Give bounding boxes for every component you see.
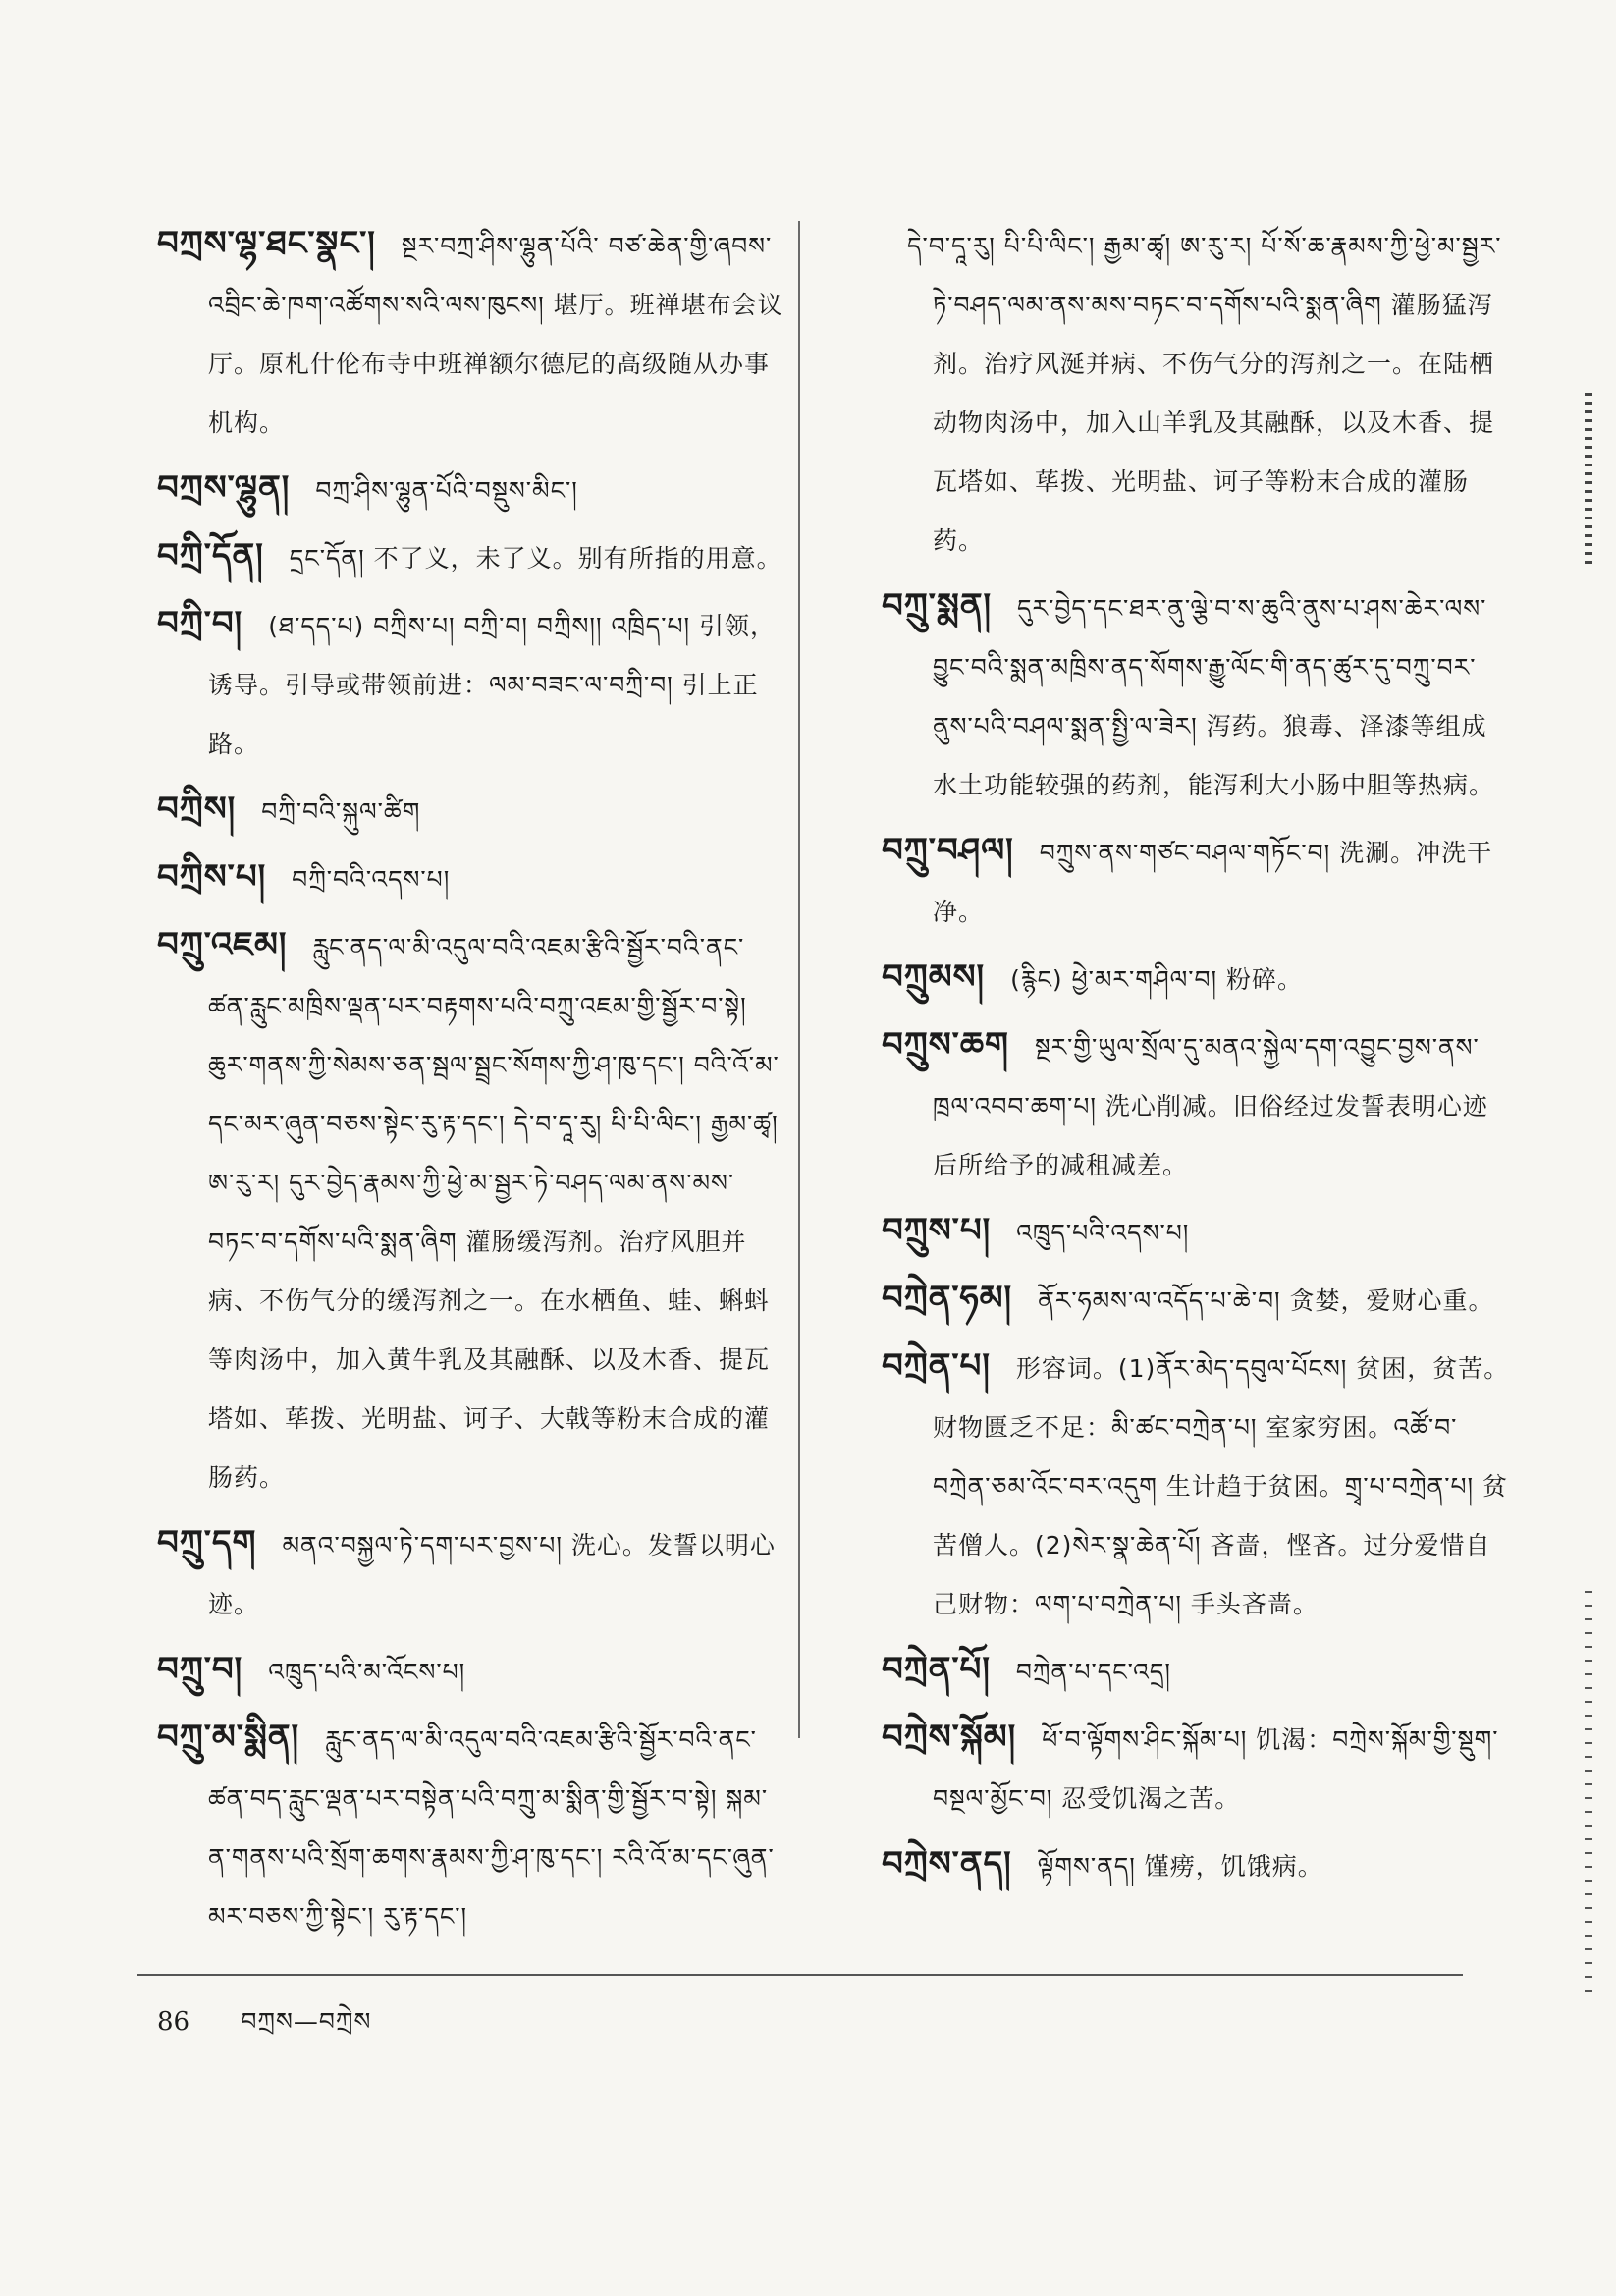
dictionary-entry: [882, 1708, 1510, 1829]
scan-edge-marks: [1585, 1591, 1592, 2003]
dictionary-entry: [882, 948, 1510, 1010]
dictionary-entry: [157, 1640, 785, 1702]
entry-text: དེ་བ་དཱ་རུ། པི་པི་ལིང་། རྒྱམ་ཚྭ། ཨ་རུ་ར། པོ་སོ་ཆ་རྣམས་ཀྱི་ཕྱེ་མ་སྦྱར་ཏེ་བཤད་ལམ་ནས་མས་བཏང་བ་དགོས་པའི་སྨན་ཞིག 灌肠猛泻剂。治疗风涎并病、不伤气分的泻剂之一。在陆栖动物肉汤中，加入山羊乳及其融酥，以及木香、提瓦塔如、荜拨、光明盐、诃子等粉末合成的灌肠药。: [907, 232, 1502, 555]
entry-text: སྔར་གྱི་ཡུལ་སྲོལ་དུ་མནའ་སྐྱེལ་དག་འབྱུང་བྱས་ནས་ཁྲལ་འབབ་ཆག་པ། 洗心削减。旧俗经过发誓表明心迹后所给予的减租减差。: [933, 1033, 1488, 1179]
headword: བཀྲེན་པོ།: [882, 1650, 991, 1689]
entry-text: འཁྲུད་པའི་འདས་པ།: [1016, 1219, 1190, 1247]
dictionary-entry: [157, 1708, 785, 1946]
page-number: 86: [157, 2007, 190, 2037]
headword: བཀྲས་ལྷུན།: [157, 468, 291, 508]
headword: བཀྲུ་སྨན།: [882, 586, 993, 626]
headword: བཀྲུ་འཇམ།: [157, 925, 288, 964]
headword: བཀྲུ་མ་སྨིན།: [157, 1718, 300, 1757]
column-divider: [798, 221, 800, 1738]
entry-text: 形容词。(1)ནོར་མེད་དབུལ་པོངས། 贫困，贫苦。财物匮乏不足：མི་ཚང་བཀྲེན་པ། 室家穷困。འཚོ་བ་བཀྲེན་ཅམ་འོང་བར་འདུག 生计趋于贫困。གྲྭ་པ་བཀྲེན་པ། 贫苦僧人。(2)སེར་སྣ་ཆེན་པོ། 吝啬，悭吝。过分爱惜自己财物：ལག་པ་བཀྲེན་པ། 手头吝啬。: [933, 1354, 1510, 1618]
headword: བཀྲས་ལྷ་ཐང་སྣང་།: [157, 224, 376, 263]
dictionary-entry: [882, 1015, 1510, 1195]
dictionary-entry-continued: [882, 214, 1510, 571]
entry-text: བཀྲི་བའི་སྐུལ་ཚིག: [261, 797, 421, 826]
headword: བཀྲུ་བ།: [157, 1650, 243, 1689]
headword: བཀྲིས་པ།: [157, 857, 267, 897]
entry-text: བཀྲ་ཤིས་ལྷུན་པོའི་བསྡུས་མིང་།: [315, 476, 578, 505]
entry-text: ཕོ་བ་ལྟོགས་ཤིང་སྐོམ་པ། 饥渴：བཀྲེས་སྐོམ་གྱི་སྡུག་བསྔལ་མྱོང་བ། 忍受饥渴之苦。: [933, 1725, 1499, 1813]
dictionary-entry: [882, 576, 1510, 815]
entry-text: ནོར་ཧམས་ལ་འདོད་པ་ཆེ་བ། 贪婪，爱财心重。: [1038, 1286, 1494, 1315]
entry-text: རླུང་ནད་ལ་མི་འདུལ་བའི་འཇམ་རྩིའི་སྦྱོར་བའི་ནང་ཚན་བད་རླུང་ལྡན་པར་བསྟེན་པའི་བཀྲུ་མ་སྨིན་གྱི་སྦྱོར་བ་སྟེ། སྐམ་ན་གནས་པའི་སྲོག་ཆགས་རྣམས་ཀྱི་ཤ་ཁུ་དང་། རའི་འོ་མ་དང་ཞུན་མར་བཅས་ཀྱི་སྟེང་། རུ་རྟ་དང་།: [208, 1725, 775, 1931]
dictionary-entry: [882, 1269, 1510, 1331]
scan-edge-marks: [1585, 393, 1592, 570]
page-footer: [157, 1994, 844, 2063]
dictionary-entry: [157, 594, 785, 774]
dictionary-entry: [882, 1640, 1510, 1702]
headword: བཀྲིས།: [157, 790, 237, 829]
dictionary-entry: [882, 1834, 1510, 1896]
dictionary-entry: [882, 1201, 1510, 1263]
headword: བཀྲུས་པ།: [882, 1211, 992, 1250]
entry-text: ལྟོགས་ནད། 馑痨，饥饿病。: [1037, 1852, 1323, 1881]
entry-text: དུར་བྱེད་དང་ཐར་ནུ་ལྕེ་བ་ས་ཆུའི་ནུས་པ་ཤས་ཆེར་ལས་བྱུང་བའི་སྨན་མཁྲིས་ནད་སོགས་རྒྱུ་ལོང་གི་ནད་ཚུར་དུ་བཀྲུ་བར་ནུས་པའི་བཤལ་སྨན་སྤྱི་ལ་ཟེར། 泻药。狼毒、泽漆等组成水土功能较强的药剂，能泻利大小肠中胆等热病。: [933, 594, 1495, 799]
footer-rule: [137, 1974, 1463, 1976]
headword: བཀྲེས་སྐོམ།: [882, 1718, 1017, 1757]
dictionary-entry: [157, 1513, 785, 1634]
entry-text: བཀྲི་བའི་འདས་པ།: [292, 865, 451, 894]
dictionary-entry: [157, 459, 785, 520]
entry-text: མནའ་བསྐྱལ་ཏེ་དག་པར་བྱས་པ། 洗心。发誓以明心迹。: [208, 1531, 776, 1618]
headword: བཀྲུ་བཤལ།: [882, 831, 1014, 870]
dictionary-entry: [882, 1337, 1510, 1634]
dictionary-entry: [157, 847, 785, 909]
left-column: [157, 214, 785, 1952]
headword: བཀྲུམས།: [882, 957, 986, 997]
headword: བཀྲེན་པ།: [882, 1346, 991, 1386]
dictionary-entry: [157, 214, 785, 453]
headword: བཀྲེས་ནད།: [882, 1844, 1012, 1884]
dictionary-entry: [157, 780, 785, 842]
headword: བཀྲུ་དག: [157, 1523, 257, 1562]
entry-text: དྲང་དོན། 不了义，未了义。别有所指的用意。: [289, 544, 782, 573]
right-column: [882, 214, 1510, 1902]
entry-text: བཀྲེན་པ་དང་འདྲ།: [1015, 1658, 1171, 1686]
entry-text: (ཐ་དད་པ) བཀྲིས་པ། བཀྲི་བ། བཀྲིས།། འཁྲིད་པ། 引领，诱导。引导或带领前进：ལམ་བཟང་ལ་བཀྲི་བ། 引上正路。: [208, 612, 776, 758]
headword: བཀྲི་དོན།: [157, 536, 264, 575]
entry-text: བཀྲུས་ནས་གཙང་བཤལ་གཏོང་བ། 洗涮。冲洗干净。: [933, 839, 1493, 926]
headword: བཀྲེན་ཧམ།: [882, 1279, 1013, 1318]
headword: བཀྲུས་ཆག: [882, 1025, 1009, 1065]
entry-text: འཁྲུད་པའི་མ་འོངས་པ།: [268, 1658, 466, 1686]
page-range: བཀྲས—བཀྲེས: [241, 2007, 372, 2036]
entry-text: (རྙིང) ཕྱེ་མར་གཤིལ་བ། 粉碎。: [1010, 965, 1304, 994]
dictionary-entry: [882, 821, 1510, 942]
entry-text: སྔར་བཀྲ་ཤིས་ལྷུན་པོའི་ བཙ་ཆེན་གྱི་ཞབས་འབྲིང་ཆེ་ཁག་འཚོགས་སའི་ལས་ཁུངས། 堪厅。班禅堪布会议厅。原札什伦布寺中班禅额尔德尼的高级随从办事机构。: [208, 232, 783, 437]
entry-text: རླུང་ནད་ལ་མི་འདུལ་བའི་འཇམ་རྩིའི་སྦྱོར་བའི་ནང་ཚན་རླུང་མཁྲིས་ལྡན་པར་བརྟགས་པའི་བཀྲུ་འཇམ་གྱི་སྦྱོར་བ་སྟེ། ཆུར་གནས་ཀྱི་སེམས་ཅན་སྦལ་སྦྲང་སོགས་ཀྱི་ཤ་ཁུ་དང་། བའི་འོ་མ་དང་མར་ཞུན་བཅས་སྟེང་རུ་རྟ་དང་། དེ་བ་དཱ་རུ། པི་པི་ལིང་། རྒྱམ་ཚྭ། ཨ་རུ་ར། དུར་བྱེད་རྣམས་ཀྱི་ཕྱེ་མ་སྦྱར་ཏེ་བཤད་ལམ་ནས་མས་བཏང་བ་དགོས་པའི་སྨན་ཞིག 灌肠缓泻剂。治疗风胆并病、不伤气分的缓泻剂之一。在水栖鱼、蛙、蝌蚪等肉汤中，加入黄牛乳及其融酥、以及木香、提瓦塔如、荜拨、光明盐、诃子、大戟等粉末合成的灌肠药。: [208, 933, 780, 1492]
dictionary-entry: [157, 915, 785, 1507]
headword: བཀྲི་བ།: [157, 604, 243, 643]
dictionary-entry: [157, 526, 785, 588]
